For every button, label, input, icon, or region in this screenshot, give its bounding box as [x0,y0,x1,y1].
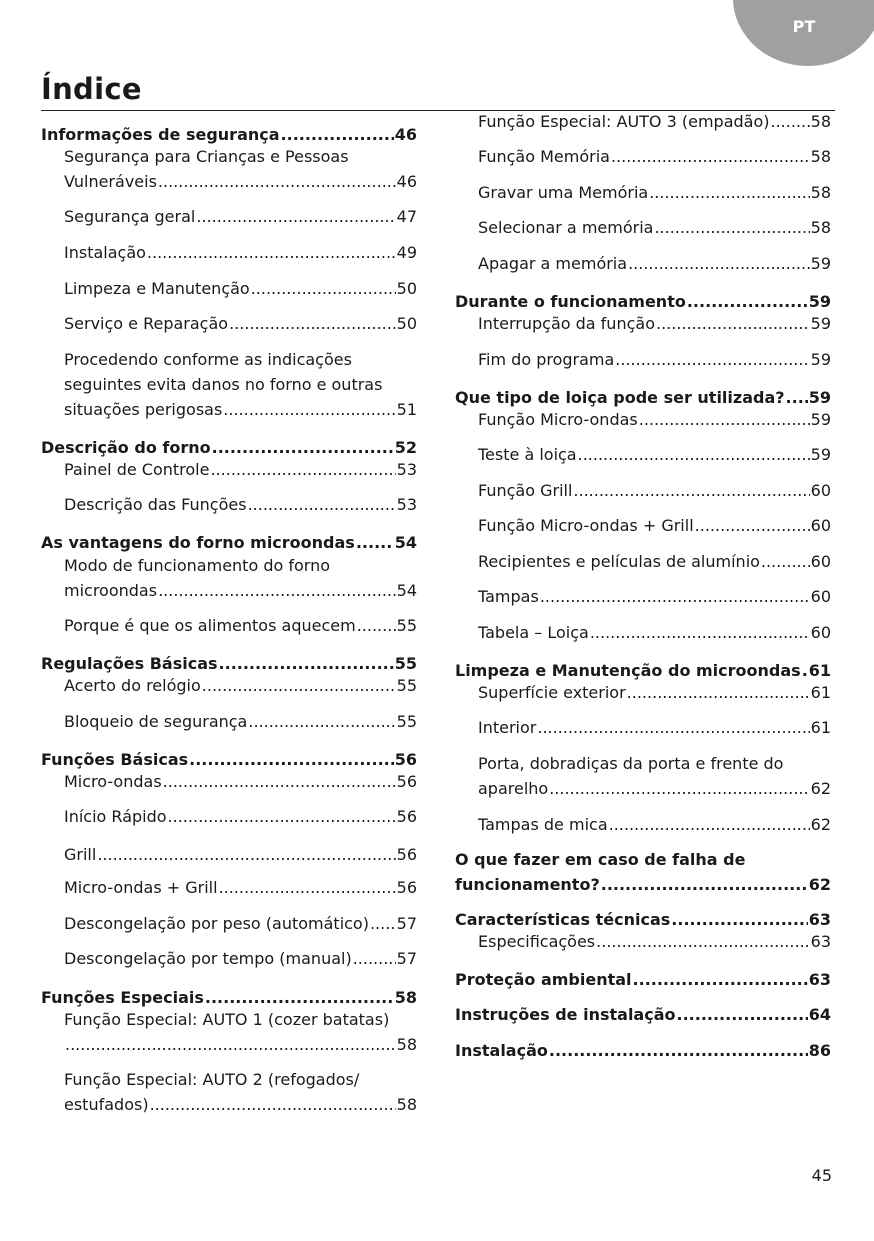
toc-dot-leader [357,615,396,637]
toc-dot-leader [202,675,396,697]
toc-dot-leader [537,717,809,739]
toc-section-entry[interactable] [455,1040,831,1062]
toc-entry-title: Teste à loiça [478,445,577,464]
toc-entry-title: Função Memória [478,147,610,166]
toc-subsection-entry[interactable] [64,313,417,335]
toc-entry-title: Informações de segurança [41,125,280,144]
language-label: PT [792,17,816,36]
toc-section-entry[interactable] [455,874,831,896]
toc-dot-leader [219,877,396,899]
toc-page-number: 57 [396,949,417,968]
toc-entry-title: Micro-ondas + Grill [64,878,218,897]
toc-subsection-entry[interactable] [478,551,831,573]
toc-section-entry[interactable] [455,1004,831,1026]
toc-dot-leader [248,711,395,733]
toc-entry-title: Início Rápido [64,807,167,826]
toc-subsection-entry[interactable] [64,877,417,899]
toc-subsection-entry[interactable] [478,931,831,953]
toc-subsection-entry[interactable] [64,171,417,193]
toc-section-entry[interactable] [455,909,831,931]
toc-page-number: 60 [810,481,831,500]
toc-entry-title: Durante o funcionamento [455,292,686,311]
toc-dot-leader [687,291,808,313]
toc-dot-leader [549,778,809,800]
toc-dot-leader [601,874,808,896]
toc-page-number: 61 [808,661,831,680]
toc-entry-title: Fim do programa [478,350,615,369]
toc-subsection-entry[interactable] [478,586,831,608]
toc-dot-leader [639,409,810,431]
toc-page-number: 47 [396,207,417,226]
toc-entry-title: situações perigosas [64,400,223,419]
toc-page-number: 56 [396,807,417,826]
toc-dot-leader [281,124,394,146]
toc-entry-title: Que tipo de loiça pode ser utilizada? [455,388,785,407]
toc-dot-leader [677,1004,808,1026]
toc-page-number: 60 [810,587,831,606]
toc-entry-title: Função Grill [478,481,573,500]
toc-entry-line: Função Especial: AUTO 2 (refogados/ [64,1070,360,1089]
toc-page-number: 58 [810,218,831,237]
toc-dot-leader [549,1040,808,1062]
toc-dot-leader [771,111,810,133]
toc-dot-leader [540,586,810,608]
toc-entry-title: Funções Básicas [41,750,189,769]
toc-entry-title: Acerto do relógio [64,676,201,695]
toc-dot-leader [223,399,395,421]
toc-entry-title: Regulações Básicas [41,654,218,673]
toc-dot-leader [786,387,808,409]
toc-page-number: 51 [396,400,417,419]
toc-subsection-entry[interactable] [64,675,417,697]
toc-dot-leader [168,806,396,828]
toc-entry-title: Tampas de mica [478,815,608,834]
toc-entry-line: Porta, dobradiças da porta e frente do [478,754,784,773]
toc-section-entry[interactable] [455,660,831,682]
toc-subsection-entry[interactable] [64,242,417,264]
toc-entry-title: Proteção ambiental [455,970,632,989]
toc-page-number: 56 [396,878,417,897]
toc-dot-leader [573,480,809,502]
toc-entry-title: microondas [64,581,158,600]
toc-page-number: 61 [810,718,831,737]
toc-dot-leader [158,171,396,193]
toc-entry-title: Limpeza e Manutenção do microondas [455,661,801,680]
toc-subsection-entry[interactable] [64,278,417,300]
toc-subsection-entry[interactable] [64,459,417,481]
toc-section-entry[interactable] [41,749,417,771]
toc-page-number: 59 [810,350,831,369]
toc-entry-title: Limpeza e Manutenção [64,279,250,298]
toc-subsection-entry[interactable] [64,580,417,602]
toc-dot-leader [65,1034,396,1056]
toc-subsection-entry[interactable] [478,313,831,335]
toc-page-number: 53 [396,495,417,514]
toc-page-number: 56 [394,750,417,769]
toc-dot-leader [609,814,810,836]
toc-section-entry[interactable] [41,987,417,1009]
toc-page-number: 60 [810,623,831,642]
toc-page-number: 58 [396,1035,417,1054]
toc-dot-leader [627,682,810,704]
toc-page-number: 63 [810,932,831,951]
toc-entry-title: Painel de Controle [64,460,210,479]
toc-page-number: 52 [394,438,417,457]
toc-page-number: 55 [396,676,417,695]
toc-dot-leader [219,653,394,675]
toc-entry-title: Função Especial: AUTO 3 (empadão) [478,112,770,131]
toc-subsection-entry[interactable] [478,111,831,133]
toc-page-number: 56 [396,845,417,864]
toc-dot-leader [97,844,395,866]
toc-section-entry[interactable] [455,291,831,313]
toc-entry-line: Modo de funcionamento do forno [64,556,330,575]
toc-subsection-entry[interactable] [64,1034,417,1056]
toc-section-entry[interactable] [455,387,831,409]
toc-page-number: 59 [810,410,831,429]
toc-subsection-entry[interactable] [64,711,417,733]
toc-page-number: 58 [396,1095,417,1114]
toc-dot-leader [695,515,810,537]
toc-entry-title: Descrição das Funções [64,495,247,514]
toc-dot-leader [196,206,395,228]
toc-page-number: 46 [396,172,417,191]
toc-dot-leader [210,459,395,481]
toc-page-number: 56 [396,772,417,791]
toc-page-number: 58 [810,183,831,202]
toc-dot-leader [578,444,810,466]
toc-page-number: 49 [396,243,417,262]
toc-subsection-entry[interactable] [64,844,417,866]
toc-entry-line: seguintes evita danos no forno e outras [64,375,383,394]
toc-section-entry[interactable] [41,653,417,675]
toc-page-number: 53 [396,460,417,479]
toc-dot-leader [611,146,810,168]
toc-section-entry[interactable] [41,532,417,554]
toc-dot-leader [802,660,808,682]
toc-page-number: 58 [810,112,831,131]
toc-subsection-entry[interactable] [64,806,417,828]
toc-page-number: 62 [810,779,831,798]
toc-page-number: 64 [808,1005,831,1024]
toc-entry-title: Tabela – Loiça [478,623,589,642]
toc-dot-leader [356,532,394,554]
toc-entry-title: estufados) [64,1095,149,1114]
toc-page-number: 59 [810,314,831,333]
toc-entry-title: Tampas [478,587,539,606]
toc-dot-leader [590,622,810,644]
toc-subsection-entry[interactable] [478,253,831,275]
toc-entry-title: Vulneráveis [64,172,157,191]
toc-page-number: 55 [394,654,417,673]
toc-subsection-entry[interactable] [64,948,417,970]
toc-entry-title: Apagar a memória [478,254,628,273]
toc-page-number: 59 [810,445,831,464]
toc-entry-title: Função Micro-ondas + Grill [478,516,694,535]
toc-dot-leader [633,969,808,991]
toc-entry-title: Bloqueio de segurança [64,712,248,731]
toc-dot-leader [656,313,810,335]
toc-subsection-entry[interactable] [478,217,831,239]
toc-entry-line: Função Especial: AUTO 1 (cozer batatas) [64,1010,390,1029]
toc-entry-title: Serviço e Reparação [64,314,229,333]
toc-entry-title: Segurança geral [64,207,196,226]
toc-page-number: 55 [396,712,417,731]
toc-subsection-entry[interactable] [478,515,831,537]
toc-dot-leader [596,931,810,953]
toc-entry-line: O que fazer em caso de falha de [455,850,746,869]
page-title: Índice [41,72,142,106]
page-number: 45 [811,1166,832,1185]
toc-dot-leader [671,909,807,931]
toc-subsection-entry[interactable] [478,814,831,836]
toc-page-number: 63 [808,970,831,989]
toc-page-number: 62 [810,815,831,834]
toc-section-entry[interactable] [41,437,417,459]
toc-page-number: 59 [808,292,831,311]
toc-subsection-entry[interactable] [64,913,417,935]
toc-subsection-entry[interactable] [478,480,831,502]
toc-entry-title: Especificações [478,932,596,951]
toc-subsection-entry[interactable] [478,444,831,466]
toc-subsection-entry[interactable] [478,682,831,704]
toc-dot-leader [163,771,396,793]
toc-page-number: 59 [810,254,831,273]
toc-subsection-entry[interactable] [64,206,417,228]
toc-dot-leader [353,948,396,970]
toc-page-number: 54 [396,581,417,600]
toc-subsection-entry[interactable] [64,615,417,637]
toc-entry-line: Segurança para Crianças e Pessoas [64,147,349,166]
toc-entry-title: Recipientes e películas de alumínio [478,552,760,571]
toc-entry-title: Instalação [64,243,146,262]
toc-dot-leader [205,987,394,1009]
toc-dot-leader [649,182,809,204]
toc-entry-title: Porque é que os alimentos aquecem [64,616,356,635]
toc-dot-leader [212,437,394,459]
toc-subsection-entry[interactable] [64,771,417,793]
toc-entry-title: Descrição do forno [41,438,211,457]
toc-subsection-entry[interactable] [478,182,831,204]
toc-section-entry[interactable] [455,969,831,991]
toc-entry-line: Procedendo conforme as indicações [64,350,352,369]
toc-dot-leader [229,313,396,335]
toc-section-entry[interactable] [41,124,417,146]
toc-dot-leader [615,349,809,371]
toc-entry-title: Funções Especiais [41,988,204,1007]
toc-entry-title: Grill [64,845,97,864]
toc-subsection-entry[interactable] [478,717,831,739]
toc-entry-title: Instalação [455,1041,548,1060]
toc-dot-leader [761,551,810,573]
toc-subsection-entry[interactable] [478,349,831,371]
toc-page-number: 46 [394,125,417,144]
toc-entry-title: Gravar uma Memória [478,183,649,202]
toc-dot-leader [248,494,396,516]
toc-subsection-entry[interactable] [64,399,417,421]
toc-entry-title: As vantagens do forno microondas [41,533,355,552]
toc-page-number: 61 [810,683,831,702]
toc-entry-title: Instruções de instalação [455,1005,676,1024]
toc-subsection-entry[interactable] [478,409,831,431]
toc-page-number: 50 [396,279,417,298]
toc-dot-leader [150,1094,396,1116]
toc-dot-leader [189,749,394,771]
toc-entry-title: Micro-ondas [64,772,162,791]
toc-entry-title: Função Micro-ondas [478,410,638,429]
toc-entry-title: Descongelação por peso (automático) [64,914,369,933]
toc-page-number: 86 [808,1041,831,1060]
toc-page-number: 59 [808,388,831,407]
toc-page-number: 63 [808,910,831,929]
toc-subsection-entry[interactable] [478,778,831,800]
toc-entry-title: Interior [478,718,537,737]
toc-subsection-entry[interactable] [478,622,831,644]
toc-entry-title: Superfície exterior [478,683,626,702]
toc-entry-title: Características técnicas [455,910,671,929]
toc-subsection-entry[interactable] [478,146,831,168]
toc-page-number: 58 [810,147,831,166]
toc-page-number: 60 [810,516,831,535]
toc-entry-title: Selecionar a memória [478,218,654,237]
toc-dot-leader [654,217,809,239]
toc-page-number: 50 [396,314,417,333]
toc-page-number: 54 [394,533,417,552]
toc-page-number: 62 [808,875,831,894]
toc-dot-leader [251,278,396,300]
toc-page-number: 58 [394,988,417,1007]
toc-subsection-entry[interactable] [64,1094,417,1116]
toc-dot-leader [158,580,396,602]
toc-dot-leader [147,242,396,264]
toc-dot-leader [370,913,396,935]
toc-dot-leader [628,253,810,275]
toc-page-number: 57 [396,914,417,933]
toc-subsection-entry[interactable] [64,494,417,516]
toc-entry-title: aparelho [478,779,549,798]
toc-entry-title: Descongelação por tempo (manual) [64,949,352,968]
toc-page-number: 60 [810,552,831,571]
toc-entry-title: funcionamento? [455,875,600,894]
toc-page-number: 55 [396,616,417,635]
toc-entry-title: Interrupção da função [478,314,655,333]
